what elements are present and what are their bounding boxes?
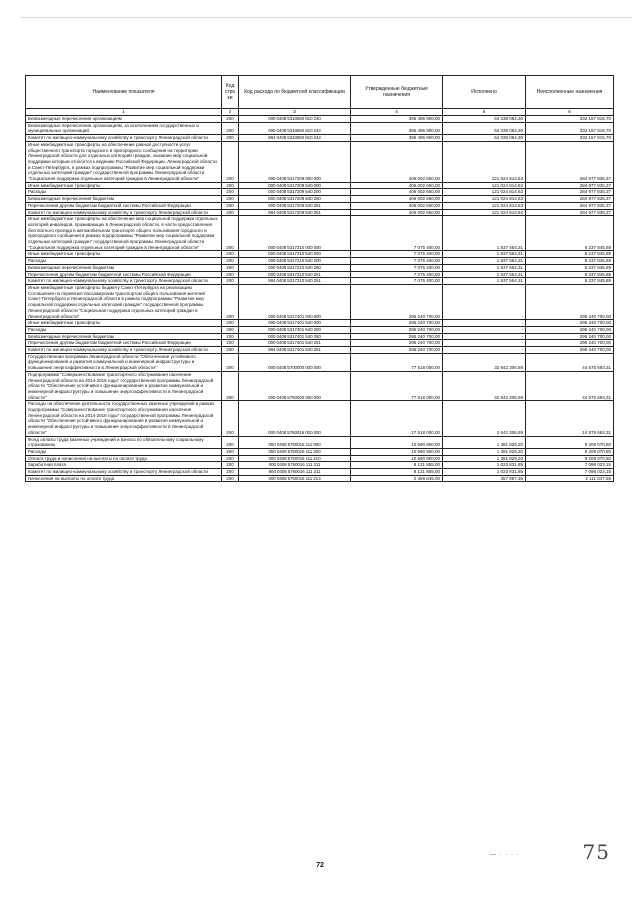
cell-name: Фонд оплаты труда казенных учреждений и взносы по обязательному социальному страхованию [26,436,222,448]
cell-budget-code: 000 0408 5700000 000 000 [239,353,351,371]
cell-budget-code: 000 0408 5760016 111 200 [239,448,351,455]
cell-unexecuted: 295 240 700,00 [526,333,614,340]
cell-executed: - [443,340,526,347]
cell-name: Государственная программа Ленинградской области "Обеспечение устойчивого функционирования и развития коммунальной и инженерной инфраструктуры и повышение энергоэффективности в Ленинградской области" [26,353,222,371]
cell-unexecuted: 295 240 700,00 [526,347,614,354]
cell-executed: 1 381 829,20 [443,455,526,462]
cell-executed: 1 837 554,31 [443,216,526,251]
table-row [26,116,614,123]
page-number: 72 [316,862,324,869]
table-row [26,271,614,278]
cell-name: Расходы [26,189,222,196]
cell-line-code: 200 [222,141,239,182]
table-row [26,371,614,401]
cell-budget-code: 000 0408 5317210 540 200 [239,258,351,265]
cell-line-code: 200 [222,320,239,327]
cell-budget-code: 984 0408 5317209 540 251 [239,209,351,216]
cell-line-code: 200 [222,189,239,196]
table-row [26,448,614,455]
cell-name: Расходы [26,326,222,333]
cell-approved: 295 240 700,00 [351,340,443,347]
cell-executed: 357 997,35 [443,475,526,482]
cell-budget-code: 000 0408 5760016 111 000 [239,436,351,448]
cell-approved: 396 495 900,00 [351,122,443,134]
cell-budget-code: 984 0408 5317401 540 251 [239,347,351,354]
cell-approved: 8 121 855,00 [351,469,443,476]
budget-execution-table [25,75,614,482]
cell-budget-code: 000 0408 5317401 540 200 [239,326,351,333]
table-row [26,401,614,436]
cell-name: Расходы [26,258,222,265]
cell-line-code: 200 [222,448,239,455]
header-num-3: 3 [239,109,351,116]
table-row [26,469,614,476]
cell-unexecuted: 295 240 700,00 [526,340,614,347]
table-row [26,135,614,142]
cell-line-code: 200 [222,182,239,189]
cell-unexecuted: 9 209 070,80 [526,455,614,462]
cell-approved: 7 075 400,00 [351,271,443,278]
budget-report-sheet [25,75,613,482]
table-row [26,216,614,251]
cell-unexecuted: 284 977 835,37 [526,189,614,196]
cell-approved: 295 240 700,00 [351,284,443,319]
table-row [26,251,614,258]
cell-unexecuted: 5 237 845,69 [526,258,614,265]
cell-budget-code: 000 0408 5760016 111 211 [239,462,351,469]
cell-executed: 121 024 814,63 [443,141,526,182]
cell-approved: 396 495 900,00 [351,135,443,142]
cell-name: Комитет по жилищно-коммунальному хозяйству и транспорту Ленинградской области [26,469,222,476]
cell-budget-code: 000 0408 5760016 000 000 [239,401,351,436]
cell-line-code: 200 [222,278,239,285]
cell-executed: - [443,284,526,319]
cell-approved: 295 240 700,00 [351,320,443,327]
cell-budget-code: 000 0408 5317210 000 000 [239,216,351,251]
header-num-6: 6 [526,109,614,116]
cell-budget-code: 000 0408 5310650 810 242 [239,122,351,134]
cell-unexecuted: 5 237 845,69 [526,278,614,285]
cell-name: Комитет по жилищно-коммунальному хозяйству и транспорту Ленинградской области [26,347,222,354]
cell-approved: 2 469 045,00 [351,475,443,482]
cell-name: Иные межбюджетные трансферты на обеспечение равной доступности услуг общественного транспорта городского и пригородного сообщения на территории Ленинградской области для отдельных категорий граждан, оказание мер социальной поддержки которым относится к ведению Российской Федерации, Ленинградской области и Санкт-Петербурга, в рамках подпрограммы "Развитие мер социальной поддержки отдельных категорий граждан" государственной программы Ленинградской области "Социальная поддержка отдельных категорий граждан в Ленинградской области" [26,141,222,182]
cell-line-code: 200 [222,333,239,340]
header-approved: Утвержденные бюджетные назначения [351,76,443,109]
cell-executed: 121 024 814,63 [443,196,526,203]
cell-unexecuted: 5 237 845,69 [526,251,614,258]
cell-budget-code: 984 0408 5310650 810 242 [239,135,351,142]
cell-approved: 77 518 000,00 [351,371,443,401]
cell-approved: 10 590 900,00 [351,448,443,455]
cell-name: Иные межбюджетные трансферты [26,251,222,258]
cell-unexecuted: 9 209 070,80 [526,436,614,448]
cell-unexecuted: 7 098 023,15 [526,469,614,476]
table-row [26,189,614,196]
cell-line-code: 200 [222,455,239,462]
cell-executed: - [443,333,526,340]
cell-name: Комитет по жилищно-коммунальному хозяйству и транспорту Ленинградской области [26,135,222,142]
cell-unexecuted: 284 977 835,37 [526,196,614,203]
cell-approved: 77 518 000,00 [351,353,443,371]
cell-executed: 1 381 829,20 [443,436,526,448]
cell-executed: 1 023 831,85 [443,469,526,476]
table-row [26,475,614,482]
cell-name: Расходы на обеспечение деятельности государственных казенных учреждений в рамках подпрограммы "Совершенствование транспортного обслуживания населения Ленинградской области на 2014-2018 годы" государственной программы Ленинградской области "Обеспечение устойчивого функционирования и развития коммунальной и инженерной инфраструктуры и повышение энергоэффективности в Ленинградской области" [26,401,222,436]
cell-executed: 64 338 084,30 [443,135,526,142]
cell-budget-code: 000 0408 5317209 540 250 [239,196,351,203]
cell-budget-code: 000 0408 5317209 540 251 [239,202,351,209]
cell-executed: 32 842 306,69 [443,371,526,401]
cell-approved: 17 518 000,00 [351,401,443,436]
cell-name: Безвозмездные перечисления бюджетам [26,333,222,340]
cell-line-code: 200 [222,284,239,319]
cell-unexecuted: 44 675 693,31 [526,371,614,401]
cell-unexecuted: 7 098 023,15 [526,462,614,469]
cell-name: Иные межбюджетные трансферты [26,320,222,327]
cell-budget-code: 984 0408 5760016 111 211 [239,469,351,476]
header-name: Наименование показателя [26,76,222,109]
cell-line-code: 200 [222,116,239,123]
cell-unexecuted: 2 111 047,65 [526,475,614,482]
cell-unexecuted: 332 157 815,70 [526,116,614,123]
cell-name: Безвозмездные перечисления организациям [26,116,222,123]
cell-line-code: 200 [222,209,239,216]
cell-executed: 1 023 831,85 [443,462,526,469]
cell-executed: 1 837 554,31 [443,271,526,278]
cell-budget-code: 000 0408 5310650 810 240 [239,116,351,123]
cell-approved: 7 075 400,00 [351,264,443,271]
cell-line-code: 200 [222,469,239,476]
scan-top-rule [20,17,632,18]
cell-approved: 7 075 400,00 [351,251,443,258]
cell-name: Оплата труда и начисления на выплаты по оплате труда [26,455,222,462]
table-row [26,122,614,134]
header-code: Код стро ки [222,76,239,109]
cell-name: Безвозмездные перечисления бюджетам [26,264,222,271]
cell-executed: 2 642 306,69 [443,401,526,436]
cell-line-code: 200 [222,196,239,203]
cell-executed: 32 842 306,69 [443,353,526,371]
cell-line-code: 200 [222,347,239,354]
cell-line-code: 200 [222,135,239,142]
header-num-5: 5 [443,109,526,116]
cell-unexecuted: 332 157 815,70 [526,135,614,142]
stamp-dots: — · · · · [490,852,520,858]
cell-unexecuted: 332 157 815,70 [526,122,614,134]
cell-unexecuted: 5 237 845,69 [526,216,614,251]
table-row [26,462,614,469]
cell-executed: 121 024 814,63 [443,182,526,189]
table-row [26,347,614,354]
table-row [26,455,614,462]
cell-line-code: 200 [222,202,239,209]
cell-executed: - [443,326,526,333]
cell-line-code: 200 [222,436,239,448]
cell-approved: 10 590 900,00 [351,436,443,448]
cell-budget-code: 000 0408 5317209 540 000 [239,182,351,189]
cell-executed: 121 024 814,63 [443,189,526,196]
table-row [26,209,614,216]
table-row [26,333,614,340]
cell-name: Комитет по жилищно-коммунальному хозяйству и транспорту Ленинградской области [26,209,222,216]
cell-budget-code: 000 0408 5317401 000 000 [239,284,351,319]
cell-unexecuted: 44 675 693,31 [526,353,614,371]
cell-line-code: 200 [222,258,239,265]
cell-line-code: 200 [222,475,239,482]
cell-name: Расходы [26,448,222,455]
table-row [26,353,614,371]
header-budget-code: Код расхода по бюджетной классификации [239,76,351,109]
cell-executed: - [443,320,526,327]
table-row [26,320,614,327]
table-row [26,284,614,319]
table-row [26,196,614,203]
cell-approved: 396 495 900,00 [351,116,443,123]
cell-approved: 406 002 650,00 [351,209,443,216]
cell-budget-code: 984 0408 5317210 540 251 [239,278,351,285]
cell-executed: 121 024 814,63 [443,209,526,216]
cell-unexecuted: 295 240 700,00 [526,284,614,319]
cell-approved: 10 590 900,00 [351,455,443,462]
archive-stamp [490,842,610,864]
cell-line-code: 200 [222,122,239,134]
cell-line-code: 200 [222,326,239,333]
cell-budget-code: 000 0408 5317401 540 000 [239,320,351,327]
cell-budget-code: 000 0408 5760016 111 213 [239,475,351,482]
cell-approved: 8 121 855,00 [351,462,443,469]
cell-unexecuted: 14 875 693,31 [526,401,614,436]
header-num-2: 2 [222,109,239,116]
cell-unexecuted: 295 240 700,00 [526,320,614,327]
header-unexecuted: Неисполненные назначения [526,76,614,109]
cell-unexecuted: 295 240 700,00 [526,326,614,333]
header-num-4: 4 [351,109,443,116]
table-row [26,436,614,448]
cell-unexecuted: 5 237 845,69 [526,271,614,278]
cell-unexecuted: 9 209 070,80 [526,448,614,455]
cell-approved: 295 240 700,00 [351,333,443,340]
cell-executed: 1 837 554,31 [443,251,526,258]
cell-line-code: 200 [222,353,239,371]
cell-line-code: 200 [222,216,239,251]
table-row [26,340,614,347]
cell-budget-code: 000 0408 5317210 540 251 [239,271,351,278]
cell-line-code: 200 [222,462,239,469]
cell-name: Иные межбюджетные трансферты [26,182,222,189]
cell-name: Безвозмездные перечисления организациям, за исключением государственных и муниципальных организаций [26,122,222,134]
table-body [26,116,614,482]
table-row [26,326,614,333]
cell-name: Иные межбюджетные трансферты бюджету Санкт-Петербурга на реализацию Соглашения по перевозке пассажирским транспортом общего пользования жителей Санкт-Петербурга и Ленинградской области в рамках подпрограммы "Развитие мер социальной поддержки отдельных категорий граждан" государственной программы Ленинградской области "Социальная поддержка отдельных категорий граждан в Ленинградской области" [26,284,222,319]
cell-line-code: 200 [222,264,239,271]
header-executed: Исполнено [443,76,526,109]
cell-executed: 1 837 554,31 [443,258,526,265]
cell-unexecuted: 284 977 835,37 [526,182,614,189]
table-header [26,76,614,116]
cell-budget-code: 000 0408 5317401 540 250 [239,333,351,340]
cell-budget-code: 000 0408 5317210 540 000 [239,251,351,258]
cell-name: Комитет по жилищно-коммунальному хозяйству и транспорту Ленинградской области [26,278,222,285]
cell-approved: 7 075 400,00 [351,216,443,251]
cell-approved: 406 002 650,00 [351,182,443,189]
cell-unexecuted: 284 977 835,37 [526,209,614,216]
cell-executed: 121 024 814,63 [443,202,526,209]
cell-approved: 295 240 700,00 [351,347,443,354]
cell-approved: 406 002 650,00 [351,202,443,209]
cell-executed: 1 837 554,31 [443,278,526,285]
table-row [26,182,614,189]
table-row [26,278,614,285]
table-row [26,141,614,182]
cell-approved: 406 002 650,00 [351,196,443,203]
cell-approved: 7 075 400,00 [351,258,443,265]
cell-unexecuted: 284 977 835,37 [526,202,614,209]
cell-line-code: 200 [222,371,239,401]
cell-executed: 64 338 084,30 [443,116,526,123]
stamp-number: 75 [582,840,610,864]
cell-unexecuted: 284 977 835,37 [526,141,614,182]
cell-name: Подпрограмма "Совершенствование транспортного обслуживания населения Ленинградской области на 2014-2018 годы" государственной программы Ленинградской области "Обеспечение устойчивого функционирования и развития коммунальной и инженерной инфраструктуры и повышение энергоэффективности в Ленинградской области" [26,371,222,401]
table-row [26,258,614,265]
cell-name: Начисления на выплаты по оплате труда [26,475,222,482]
cell-budget-code: 000 0408 5317209 540 200 [239,189,351,196]
cell-line-code: 200 [222,401,239,436]
cell-approved: 295 240 700,00 [351,326,443,333]
cell-approved: 7 075 400,00 [351,278,443,285]
cell-line-code: 200 [222,340,239,347]
cell-name: Перечисления другим бюджетам бюджетной системы Российской Федерации [26,340,222,347]
cell-budget-code: 000 0408 5760016 111 210 [239,455,351,462]
cell-approved: 406 002 650,00 [351,189,443,196]
header-num-1: 1 [26,109,222,116]
table-row [26,202,614,209]
cell-budget-code: 000 0408 5760000 000 000 [239,371,351,401]
table-row [26,264,614,271]
cell-unexecuted: 5 237 845,69 [526,264,614,271]
cell-line-code: 200 [222,251,239,258]
cell-name: Заработная плата [26,462,222,469]
cell-approved: 406 002 650,00 [351,141,443,182]
cell-name: Перечисления другим бюджетам бюджетной системы Российской Федерации [26,202,222,209]
cell-line-code: 200 [222,271,239,278]
cell-executed: 1 837 554,31 [443,264,526,271]
cell-budget-code: 000 0408 5317209 000 000 [239,141,351,182]
cell-executed: 64 338 084,30 [443,122,526,134]
cell-budget-code: 000 0408 5317401 540 251 [239,340,351,347]
cell-executed: - [443,347,526,354]
cell-budget-code: 000 0408 5317210 540 250 [239,264,351,271]
cell-name: Перечисления другим бюджетам бюджетной системы Российской Федерации [26,271,222,278]
cell-executed: 1 381 829,20 [443,448,526,455]
cell-name: Безвозмездные перечисления бюджетам [26,196,222,203]
cell-name: Иные межбюджетные трансферты на обеспечение мер социальной поддержки отдельных категорий инвалидов, проживающих в Ленинградской области, в части предоставления бесплатного проезда в автомобильном транспорте общего пользования городского и пригородного сообщения в рамках подпрограммы "Развитие мер социальной поддержки отдельных категорий граждан" государственной программы Ленинградской области "Социальная поддержка отдельных категорий граждан в Ленинградской области" [26,216,222,251]
